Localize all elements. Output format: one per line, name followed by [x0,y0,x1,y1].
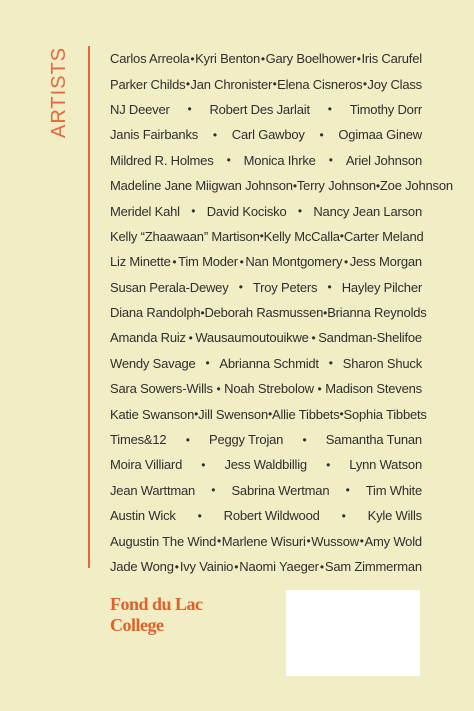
artist-name: Wendy Savage [110,355,196,371]
artist-name: Kyle Wills [367,508,422,524]
artist-name: Elena Cisneros [277,76,363,92]
artist-name: Carter Meland [343,228,424,244]
separator-dot: • [191,204,196,219]
artist-name: Noah Strebolow [224,381,314,397]
artist-name: Carl Gawboy [231,127,305,143]
separator-dot: • [185,77,190,92]
artist-row [110,528,422,553]
artist-name: Allie Tibbets [272,406,340,422]
artist-row [110,452,422,477]
separator-dot: • [297,204,302,219]
artist-name: Ivy Vainio [179,559,234,574]
separator-dot: • [345,483,350,498]
artist-list [110,46,453,579]
artist-name: Sara Sowers-Wills [110,381,213,397]
artist-name: Carlos Arreola [110,51,190,67]
artist-name: Kyri Benton [195,51,261,67]
separator-dot: • [172,254,177,269]
artist-name: Kelly “Zhaawaan” Martison [110,228,260,244]
separator-dot: • [306,534,311,549]
artist-name: Diana Randolph [110,305,201,321]
separator-dot: • [319,559,324,574]
separator-dot: • [188,330,193,345]
artist-name: Susan Perala-Dewey [110,279,229,295]
separator-dot: • [356,51,361,66]
artist-row [110,249,422,274]
separator-dot: • [190,51,195,66]
separator-dot: • [201,457,206,472]
artist-name: Wausaumoutouikwe [195,330,309,346]
artist-name: Timothy Dorr [349,101,422,117]
artist-name: Deborah Rasmussen [204,305,324,321]
artist-row [110,351,422,376]
separator-dot: • [216,534,221,549]
separator-dot: • [238,280,243,295]
separator-dot: • [311,330,316,345]
artist-name: Peggy Trojan [208,432,284,448]
artist-name: Naomi Yaeger [239,559,319,574]
artist-name: Tim Moder [178,254,238,270]
artist-name: Liz Minette [110,254,171,270]
separator-dot: • [239,254,244,269]
artist-name: Tim White [365,482,422,498]
separator-dot: • [174,559,179,574]
separator-dot: • [234,559,239,574]
artist-name: Moira Villiard [110,457,183,473]
artist-row [110,122,422,147]
artist-name: Terry Johnson [296,178,376,194]
artist-name: Kelly McCalla [263,228,340,244]
artist-name: Iris Carufel [361,51,422,67]
separator-dot: • [197,508,202,523]
separator-dot: • [375,178,380,193]
artist-name: Gary Boelhower [265,51,356,67]
separator-dot: • [194,407,199,422]
college-logo [110,592,230,635]
artist-row [110,325,422,350]
artist-row [110,427,422,452]
artist-name: Parker Childs [110,76,186,92]
artist-row [110,173,453,198]
artist-name: David Kocisko [206,203,287,219]
artist-name: NJ Deever [110,101,170,117]
artist-name: Sabrina Wertman [231,482,330,498]
artist-name: Sam Zimmerman [324,559,422,574]
artist-row [110,224,422,249]
artist-row [110,198,422,223]
separator-dot: • [259,229,264,244]
artist-name: Times&12 [110,432,167,448]
artist-row [110,503,422,528]
artist-name: Sophia Tibbets [343,406,427,422]
separator-dot: • [317,381,322,396]
separator-dot: • [343,254,348,269]
separator-dot: • [319,127,324,142]
artist-name: Jan Chronister [190,76,273,92]
artist-name: Janis Fairbanks [110,127,199,143]
artist-name: Jade Wong [110,559,174,574]
artist-name: Robert Des Jarlait [209,101,310,117]
vertical-rule [88,46,90,568]
separator-dot: • [341,508,346,523]
artists-heading-text: ARTISTS [48,46,70,138]
separator-dot: • [326,457,331,472]
artist-row [110,275,422,300]
separator-dot: • [292,178,297,193]
separator-dot: • [260,51,265,66]
artist-name: Marlene Wisuri [221,533,306,549]
artist-name: Samantha Tunan [325,432,422,448]
artist-name: Monica Ihrke [243,152,316,168]
artist-name: Amanda Ruiz [110,330,186,346]
separator-dot: • [212,127,217,142]
artist-row [110,46,422,71]
artist-name: Katie Swanson [110,406,195,422]
artist-name: Brianna Reynolds [327,305,427,321]
separator-dot: • [339,407,344,422]
artist-name: Sandman-Shelifoe [318,330,422,346]
artist-name: Wussow [311,533,359,549]
separator-dot: • [216,381,221,396]
artist-name: Jess Waldbillig [224,457,307,473]
separator-dot: • [268,407,273,422]
artist-row [110,554,422,579]
artist-name: Troy Peters [252,279,318,295]
artist-name: Madeline Jane Miigwan Johnson [110,178,293,194]
artist-name: Austin Wick [110,508,176,524]
separator-dot: • [362,77,367,92]
separator-dot: • [272,77,277,92]
artist-name: Hayley Pilcher [341,279,422,295]
artist-row [110,300,427,325]
artist-name: Ogimaa Ginew [338,127,422,143]
separator-dot: • [323,305,328,320]
artist-name: Jean Warttman [110,482,196,498]
artist-name: Jill Swenson [198,406,268,422]
artist-name: Augustin The Wind [110,533,217,549]
artist-name: Ariel Johnson [345,152,422,168]
separator-dot: • [226,153,231,168]
separator-dot: • [339,229,344,244]
artists-heading [48,48,78,138]
artist-name: Abrianna Schmidt [219,355,319,371]
separator-dot: • [211,483,216,498]
artist-name: Lynn Watson [349,457,422,473]
separator-dot: • [328,153,333,168]
separator-dot: • [328,356,333,371]
artist-row [110,148,422,173]
artist-row [110,376,422,401]
artist-name: Sharon Shuck [342,355,422,371]
artist-row [110,71,422,96]
artist-name: Madison Stevens [325,381,422,397]
separator-dot: • [200,305,205,320]
artist-name: Jess Morgan [349,254,422,270]
artist-name: Nancy Jean Larson [313,203,422,219]
college-logo-text: Fond du Lac College [110,594,203,635]
artist-name: Robert Wildwood [223,508,320,524]
artist-name: Zoe Johnson [379,178,453,194]
artist-row [110,401,427,426]
separator-dot: • [327,280,332,295]
separator-dot: • [205,356,210,371]
separator-dot: • [359,534,364,549]
separator-dot: • [327,102,332,117]
artist-name: Joy Class [367,76,422,92]
artist-name: Mildred R. Holmes [110,152,214,168]
artist-row [110,478,422,503]
barcode-placeholder [286,590,420,676]
artist-name: Amy Wold [364,533,422,549]
artist-name: Nan Montgomery [245,254,343,270]
separator-dot: • [187,102,192,117]
separator-dot: • [185,432,190,447]
separator-dot: • [302,432,307,447]
artist-name: Meridel Kahl [110,203,180,219]
artist-row [110,97,422,122]
